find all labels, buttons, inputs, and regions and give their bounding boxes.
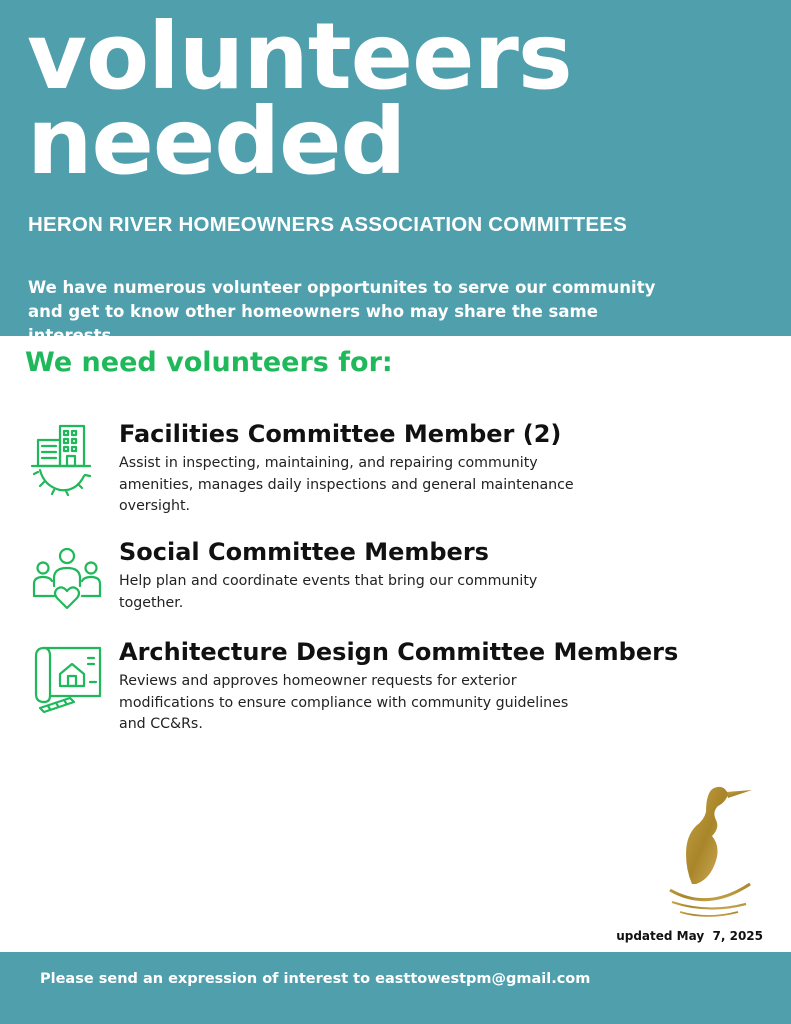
role-description: Assist in inspecting, maintaining, and repairing community amenities, manages daily inspections and general maintenance oversight.: [119, 455, 574, 514]
section-heading: We need volunteers for:: [25, 347, 393, 378]
role-description: Reviews and approves homeowner requests for exterior modifications to ensure compliance with community guidelines and CC&Rs.: [119, 673, 569, 732]
header-banner: [0, 0, 791, 345]
footer-message: Please send an expression of interest to: [40, 971, 376, 987]
people-heart-icon: [30, 538, 106, 614]
footer-banner: [0, 952, 791, 1024]
headline-line-1: volunteers: [27, 3, 572, 110]
heron-logo-icon: [662, 780, 762, 920]
headline: [27, 3, 572, 195]
updated-date: updated May 7, 2025: [616, 929, 763, 943]
contact-email-link[interactable]: easttowestpm@gmail.com: [375, 971, 591, 987]
footer-text: [40, 971, 590, 987]
blueprint-icon: [30, 638, 106, 714]
building-gear-icon: [30, 420, 106, 496]
role-title: Architecture Design Committee Members: [119, 638, 679, 666]
headline-line-2: needed: [27, 88, 406, 195]
intro-text: We have numerous volunteer opportunites to serve our community and get to know other homeowners who may share the same interests.: [28, 278, 656, 345]
subtitle: HERON RIVER HOMEOWNERS ASSOCIATION COMMITTEES: [28, 213, 627, 236]
role-title: Social Committee Members: [119, 538, 489, 566]
role-description: Help plan and coordinate events that bring our community together.: [119, 573, 538, 611]
role-title: Facilities Committee Member (2): [119, 420, 562, 448]
